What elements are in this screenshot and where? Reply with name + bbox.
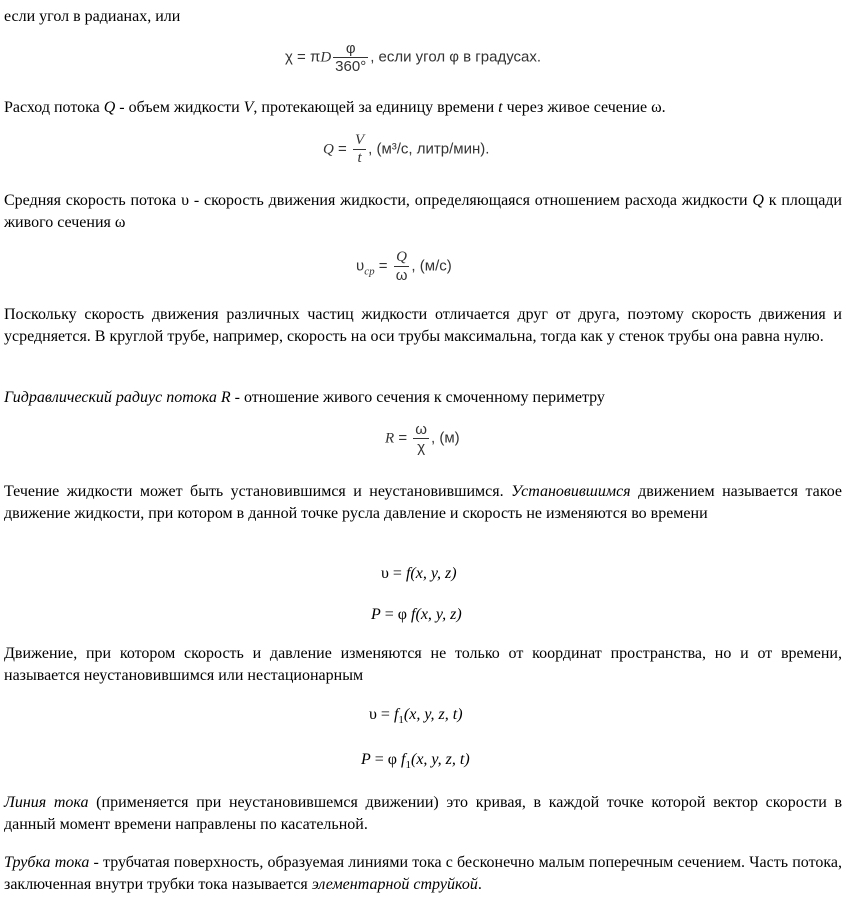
formula-r-units: , (м) <box>431 429 460 447</box>
paragraph-unsteady-flow: Движение, при котором скорость и давление изменяются не только от координат пространства, но и от времени, называется неустановившимся или нестационарным <box>4 645 842 684</box>
formula-v-sub: ср <box>364 265 375 278</box>
equation-steady-pressure: P = φ f(x, y, z) <box>371 606 462 623</box>
equation-unsteady-velocity: $\upsilon = f_1(x$, y, z, t) <box>369 706 463 727</box>
paragraph-hydraulic-radius: Гидравлический радиус потока R - отношение живого сечения к смоченному периметру <box>4 389 605 406</box>
paragraph-steady-flow: Течение жидкости может быть установившимся и неустановившимся. Установившимся движением называется такое движение жидкости, при котором в данной точке русла давление и скорость не изменяются во времени <box>4 483 843 522</box>
formula-v-units: , (м/с) <box>411 257 452 275</box>
formula-chi-num: φ <box>333 40 368 58</box>
formula-mean-velocity <box>356 249 452 284</box>
formula-r-den: χ <box>417 439 426 456</box>
formula-v-num: Q <box>394 249 410 267</box>
formula-chi-fraction <box>333 40 368 75</box>
paragraph-mean-velocity: Средняя скорость потока υ - скорость движения жидкости, определяющаяся отношением расхода жидкости Q к площади живого сечения ω <box>4 192 842 231</box>
formula-r-fraction <box>413 421 429 456</box>
formula-v-den: ω <box>395 267 408 284</box>
formula-q-lhs: Q <box>323 141 334 158</box>
formula-chi-den: 360° <box>335 58 367 75</box>
formula-v-lhs: υ <box>356 257 365 275</box>
paragraph-radians: если угол в радианах, или <box>4 8 181 25</box>
formula-v-eq: = <box>374 257 392 275</box>
formula-q-num: V <box>354 132 365 148</box>
formula-r-num: ω <box>415 421 427 438</box>
formula-v-fraction <box>394 249 410 284</box>
formula-chi-lhs: χ = π <box>285 48 321 66</box>
formula-hydraulic-radius <box>385 421 460 456</box>
formula-chi-tail: , если угол φ в градусах. <box>370 48 542 66</box>
paragraph-streamline: Линия тока (применяется при неустановившемся движении) это кривая, в каждой точке которой вектор скорости в данный момент времени направлены по касательной. <box>4 794 842 833</box>
paragraph-stream-tube: Трубка тока - трубчатая поверхность, образуемая линиями тока с бесконечно малым поперечным сечением. Часть потока, заключенная внутри трубки тока называется элементарной струйкой. <box>4 854 842 893</box>
paragraph-flow-rate: Расход потока Q - объем жидкости V, протекающей за единицу времени t через живое сечение ω. <box>4 99 666 116</box>
equation-unsteady-pressure: P = φ $f_1(x$, y, z, t) <box>361 751 470 772</box>
formula-q-units: , (м³/с, литр/мин). <box>368 140 490 158</box>
formula-r-lhs: R <box>385 430 395 447</box>
formula-r-eq: = <box>394 429 412 447</box>
paragraph-velocity-averaging: Поскольку скорость движения различных частиц жидкости отличается друг от друга, поэтому скорость движения и усредняется. В круглой трубе, например, скорость на оси трубы максимальна, тогда как у стенок трубы она равна нулю. <box>4 306 842 345</box>
formula-chi-d: D <box>320 49 332 66</box>
equation-steady-velocity: υ = f(x, y, z) <box>381 565 457 582</box>
formula-flow-rate <box>323 132 489 167</box>
formula-q-fraction <box>353 132 366 167</box>
formula-q-den: t <box>357 150 362 166</box>
formula-q-eq: = <box>333 140 351 158</box>
formula-chi <box>285 40 541 75</box>
